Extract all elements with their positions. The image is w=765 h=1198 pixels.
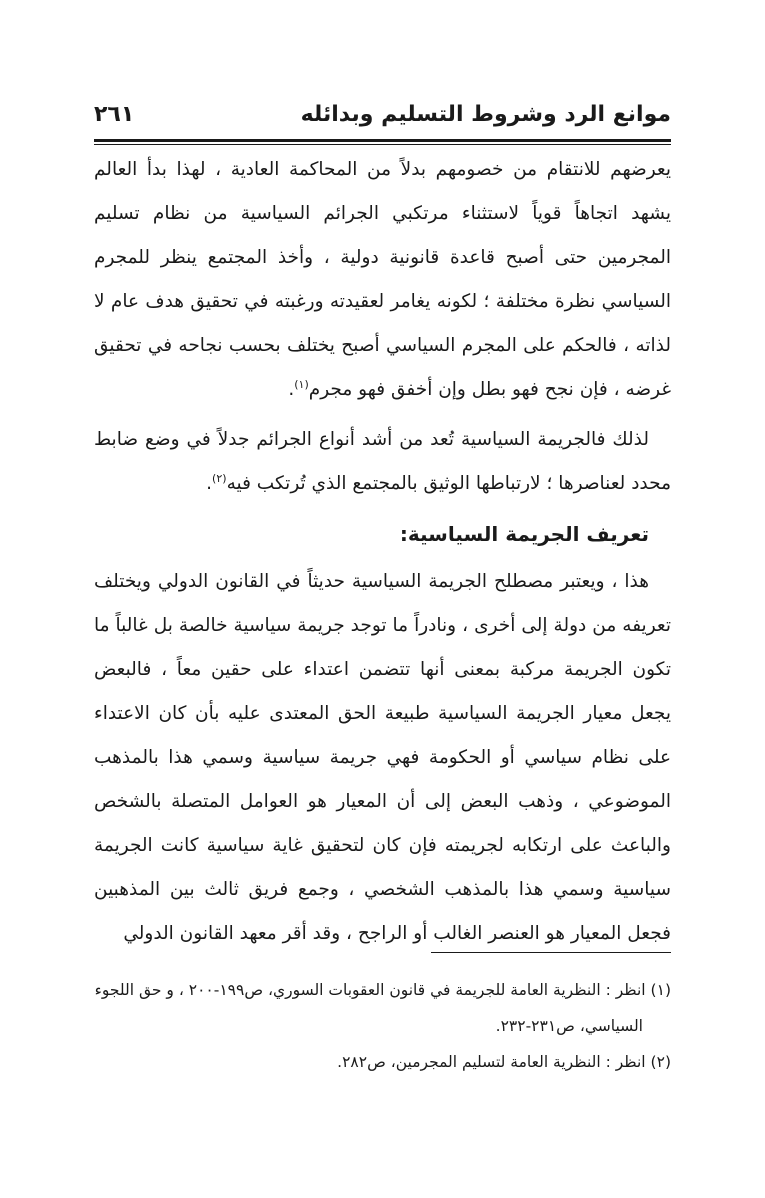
footnotes	[94, 972, 671, 1080]
footnote-1-number: (١)	[650, 981, 671, 999]
footnote-ref-1[interactable]: (١)	[294, 377, 309, 391]
running-title: موانع الرد وشروط التسليم وبدائله	[300, 102, 671, 127]
section-heading: تعريف الجريمة السياسية:	[399, 522, 649, 546]
page-header	[94, 102, 671, 136]
header-divider	[94, 139, 671, 145]
footnote-2	[94, 1044, 671, 1080]
footnote-2-number: (٢)	[650, 1053, 671, 1071]
page-number: ٢٦١	[94, 102, 135, 127]
paragraph-1: يعرضهم للانتقام من خصومهم بدلاً من المحاكمة العادية ، لهذا بدأ العالم يشهد اتجاهاً قوياً لاستثناء مرتكبي الجرائم السياسية من نظام تسليم المجرمين حتى أصبح قاعدة قانونية دولية ، وأخذ المجتمع ينظر للمجرم السياسي نظرة مختلفة ؛ لكونه يغامر لعقيدته ورغبته في تحقيق هدف عام لا لذاته ، فالحكم على المجرم السياسي أصبح يختلف بحسب نجاحه في تحقيق غرضه ، فإن نجح فهو بطل وإن أخفق فهو مجرم$^{(١)}$.	[94, 159, 671, 400]
footnote-divider	[431, 952, 671, 953]
footnote-1-text: انظر : النظرية العامة للجريمة في قانون العقوبات السوري، ص١٩٩-٢٠٠ ، و حق اللجوء	[94, 981, 646, 999]
footnote-1	[94, 972, 671, 1044]
main-text	[94, 148, 671, 956]
footnote-1-continued: السياسي، ص٢٣١-٢٣٢.	[495, 1017, 643, 1035]
footnote-ref-2[interactable]: (٢)	[212, 471, 227, 485]
paragraph-2: لذلك فالجريمة السياسية تُعد من أشد أنواع الجرائم جدلاً في وضع ضابط محدد لعناصرها ؛ لارتباطها الوثيق بالمجتمع الذي تُرتكب فيه$^{(٢)}$.	[94, 429, 671, 494]
paragraph-3: هذا ، ويعتبر مصطلح الجريمة السياسية حديثاً في القانون الدولي ويختلف تعريفه من دولة إلى أخرى ، ونادراً ما توجد جريمة سياسية خالصة بل غالباً ما تكون الجريمة مركبة بمعنى أنها تتضمن اعتداء على حقين معاً ، فالبعض يجعل معيار الجريمة السياسية طبيعة الحق المعتدى عليه بأن كان الاعتداء على نظام سياسي أو الحكومة فهي جريمة سياسية وسمي هذا بالمذهب الموضوعي ، وذهب البعض إلى أن المعيار هو العوامل المتصلة بالشخص والباعث على ارتكابه لجريمته فإن كان لتحقيق غاية سياسية كانت الجريمة سياسية وسمي هذا بالمذهب الشخصي ، وجمع فريق ثالث بين المذهبين فجعل المعيار هو العنصر الغالب أو الراجح ، وقد أقر معهد القانون الدولي	[94, 571, 671, 944]
footnote-2-text: انظر : النظرية العامة لتسليم المجرمين، ص٢٨٢.	[337, 1053, 646, 1071]
